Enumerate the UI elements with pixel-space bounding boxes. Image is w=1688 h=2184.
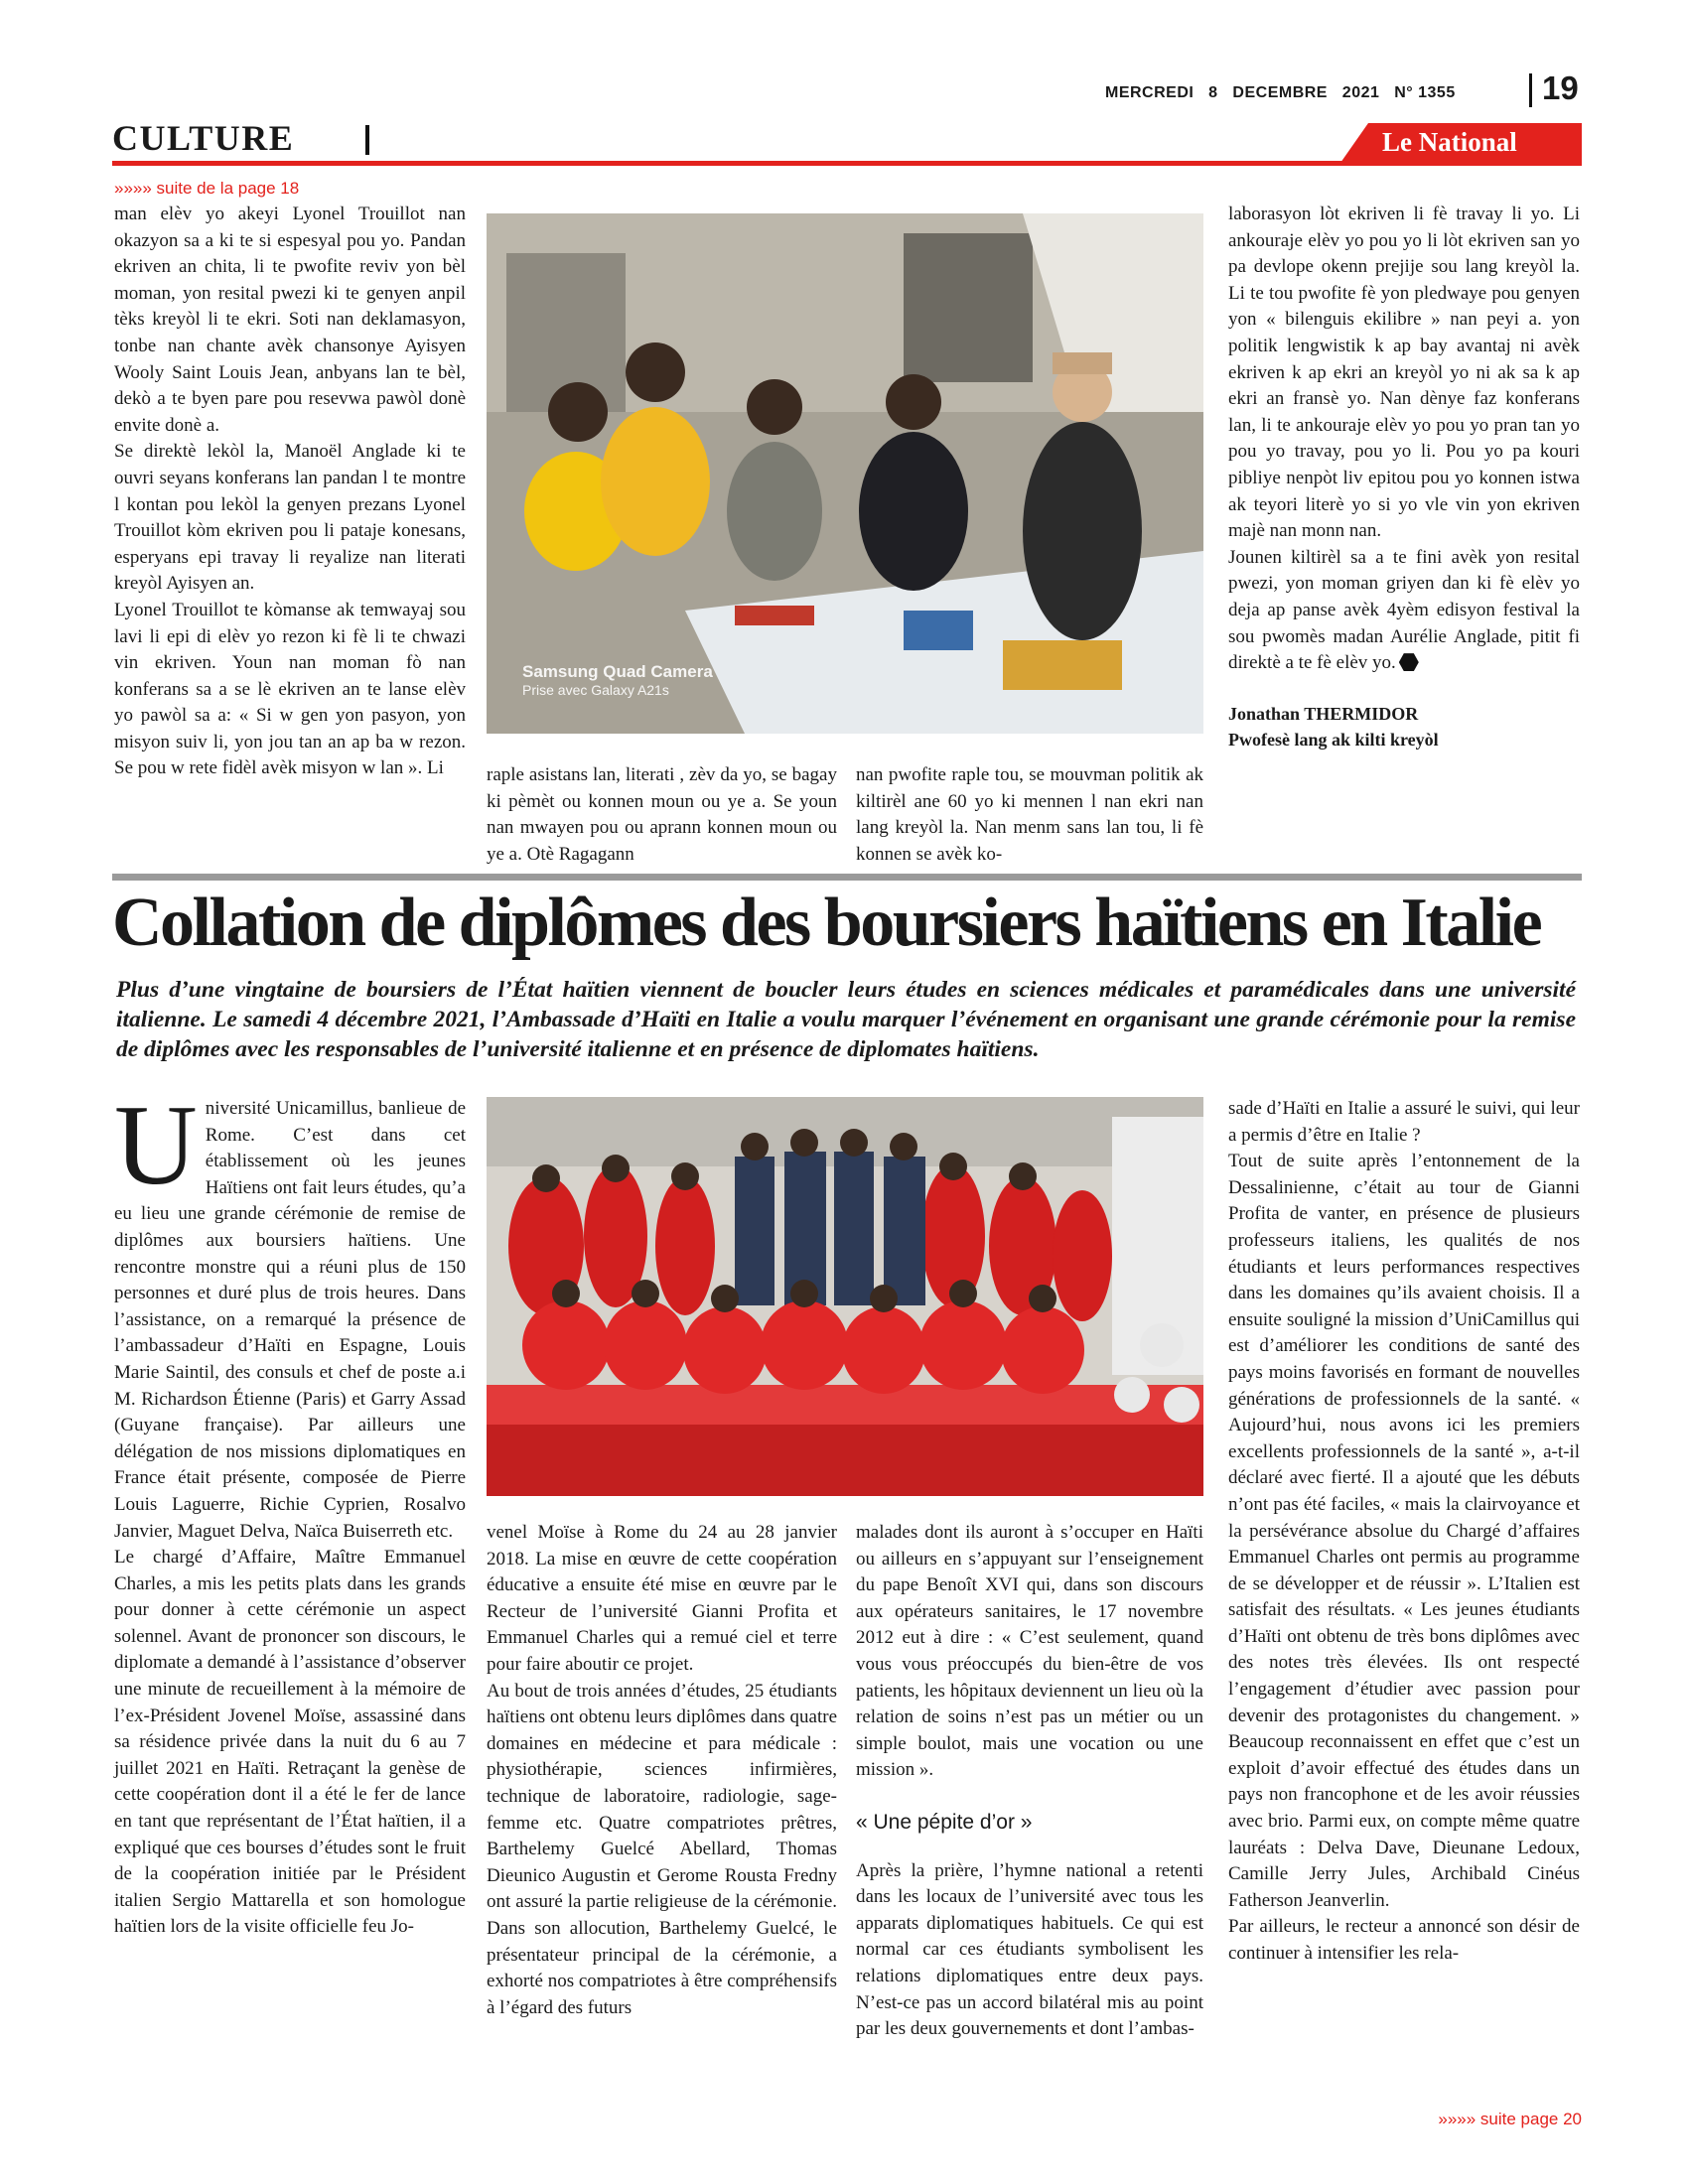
section-title-bar: [365, 125, 369, 155]
section-title: CULTURE: [112, 118, 295, 158]
paragraph: man elèv yo akeyi Lyonel Trouillot nan okazyon sa a ki te si espesyal pou yo. Pandan ekriven an chita, li te pwofite reviv yon bèl moman, yon resital pwezi ki te genyen anpil tèks kreyòl li te ekri. Soti nan deklamasyon, tonbe nan chante avèk chansonye Ayisyen Wooly Saint Louis Jean, anbyans lan te bèl, dekò a te byen pare pou resevwa pawòl donè envite donè a.: [114, 204, 466, 436]
top-article-col1: [114, 202, 466, 782]
headline: Collation de diplômes des boursiers haïtiens en Italie: [112, 885, 1541, 961]
ceremony-group-photo: [487, 213, 1203, 734]
paragraph: [114, 1082, 466, 1545]
main-article-col2: [487, 1520, 837, 2021]
page-number-divider: [1529, 73, 1532, 107]
paragraph: [1228, 545, 1580, 677]
issue-date: MERCREDI 8 DECEMBRE 2021 N° 1355: [1105, 84, 1456, 101]
end-mark-icon: [1399, 653, 1419, 671]
top-article-col2: [487, 762, 837, 868]
paragraph: Lyonel Trouillot te kòmanse ak temwayaj sou lavi li epi di elèv yo rezon ki fè li te chwazi vin ekriven. Youn nan moman fò nan konferans sa a se lè ekriven an te lanse elèv yo pawòl sa a: « Si w gen yon pasyon, yon misyon suiv li, yon jou tan an ap ba w rezon. Se pou w rete fidèl avèk misyon w lan ». Li: [114, 599, 466, 779]
paragraph: Après la prière, l’hymne national a retenti dans les locaux de l’université avec tous les apparats diplomatiques habituels. Ce qui est normal car ces étudiants symbolisent les relations diplomatiques entre deux pays. N’est-ce pas un accord bilatéral mis au point par les deux gouvernements et dont l’ambas-: [856, 1859, 1203, 2040]
deck: Plus d’une vingtaine de boursiers de l’État haïtien viennent de boucler leurs études en sciences médicales et paramédicales dans une université italienne. Le samedi 4 décembre 2021, l’Ambassade d’Haïti en Italie a voulu marquer l’événement en organisant une grande cérémonie pour la remise de diplômes avec les responsables de l’université italienne et en présence de diplomates haïtiens.: [116, 977, 1576, 1062]
paragraph: venel Moïse à Rome du 24 au 28 janvier 2018. La mise en œuvre de cette coopération éducative a ensuite été mise en œuvre par le Recteur de l’université Gianni Profita et Emmanuel Charles qui a remué ciel et terre pour faire aboutir ce projet.: [487, 1522, 837, 1675]
paragraph-text: niversité Unicamillus, banlieue de Rome. C’est dans cet établissement où les jeunes Haïtiens ont fait leurs études, qu’a eu lieu une grande cérémonie de remise de diplômes aux boursiers haïtiens. Une rencontre monstre qui a réuni plus de 150 personnes et duré plus de trois heures. Dans l’assistance, on a remarqué la présence de l’ambassadeur d’Haïti en Espagne, Louis Marie Saintil, des consuls et chef de poste a.i M. Richardson Étienne (Paris) et Garry Assad (Guyane française). Par ailleurs une délégation de nos missions diplomatiques en France était présente, composée de Pierre Louis Laguerre, Richie Cyprien, Rosalvo Janvier, Maguet Delva, Naïca Buiserreth etc.: [114, 1098, 466, 1542]
paragraph: Tout de suite après l’entonnement de la Dessalinienne, c’était au tour de Gianni Profita de vanter, en présence de plusieurs professeurs italiens, les qualités de nos étudiants et leurs performances respectives dans les domaines qu’ils avaient choisis. Il a ensuite souligné la mission d’UniCamillus qui est d’améliorer les conditions de santé des pays moins favorisés en formant de nouvelles générations de professionnels de la santé. « Aujourd’hui, nous avons ici les premiers excellents professionnels de la santé », a-t-il déclaré avec fierté. Il a ajouté que les débuts n’ont pas été faciles, « mais la clairvoyance et la persévérance absolue du Chargé d’affaires Emmanuel Charles ont permis au programme de se développer et de réussir ». L’Italien est satisfait des résultats. « Les jeunes étudiants d’Haïti ont obtenu de très bons diplômes avec des notes très élevées. Ils ont respecté l’engagement d’étudier avec passion pour devenir des protagonistes du changement. » Beaucoup reconnaissent en effet que c’est un exploit d’avoir effectué des études dans un pays non francophone et de les avoir réussies avec brio. Parmi eux, on compte même quatre lauréats : Delva Dave, Dieunane Ledoux, Camille Jerry Jules, Archibald Cinéus Fatherson Jeanverlin.: [1228, 1151, 1580, 1911]
watermark-line: Prise avec Galaxy A21s: [522, 682, 669, 698]
dropcap: U: [114, 1082, 198, 1209]
paragraph: Se direktè lekòl la, Manoël Anglade ki te ouvri seyans konferans lan pandan l te montre l kontan pou lekòl la genyen prezans Lyonel Trouillot kòm ekriven pou li pataje konesans, esperyans epi travay li reyalize nan literati kreyòl Ayisyen an.: [114, 441, 466, 595]
paragraph: laborasyon lòt ekriven li fè travay li yo. Li ankouraje elèv yo pou yo li lòt ekriven san yo pa devlope okenn prejije sou lang kreyòl la. Li te tou pwofite fè yon pledwaye pou genyen yon « bilenguis ekilibre » nan peyi a. yon politik lengwistik k ap bay avantaj ni avèk ekriven k ap ekri an kreyòl yo ni ak sa k ap ekri an fransè yo. Nan dènye faz konferans lan, li te ankouraje elèv yo pou yo pran tan yo pou yo travay, pou yo li. Pou yo pa kouri pibliye nenpòt liv epitou pou yo konnen istwa ak teyori literè yo si yo vle vin yon ekriven majè nan monn nan.: [1228, 204, 1580, 542]
main-article-col4: [1228, 1096, 1580, 1968]
paragraph: Au bout de trois années d’études, 25 étudiants haïtiens ont obtenu leurs diplômes dans quatre domaines en médecine et para médicale : physiothérapie, sciences infirmières, technique de laboratoire, radiologie, sage-femme etc. Quatre compatriotes prêtres, Barthelemy Guelcé Abellard, Thomas Dieunico Augustin et Gerome Rousta Fredny ont assuré la partie religieuse de la cérémonie. Dans son allocution, Barthelemy Guelcé, le présentateur principal de la cérémonie, a exhorté nos compatriotes à être compréhensifs à l’égard des futurs: [487, 1680, 837, 2018]
continued-to: »»»» suite page 20: [1438, 2110, 1582, 2128]
paragraph: Par ailleurs, le recteur a annoncé son désir de continuer à intensifier les rela-: [1228, 1916, 1580, 1964]
graduates-group-photo: [487, 1097, 1203, 1496]
masthead-label: Le National: [1382, 127, 1517, 157]
continued-from: »»»» suite de la page 18: [114, 179, 300, 198]
paragraph: nan pwofite raple tou, se mouvman politik ak kiltirèl ane 60 yo ki mennen l nan ekri nan lang kreyòl la. Nan menm sans lan tou, li fè konnen se avèk ko-: [856, 764, 1203, 865]
paragraph: malades dont ils auront à s’occuper en Haïti ou ailleurs en s’appuyant sur l’enseignement du pape Benoît XVI qui, dans son discours aux opérateurs sanitaires, le 17 novembre 2012 eut à dire : « C’est seulement, quand vous vous préoccupés du bien-être de vos patients, les hôpitaux deviennent un lieu où la relation de soins n’est pas un métier ou un simple boulot, mais une vocation ou une mission ».: [856, 1522, 1203, 1781]
author-role: Pwofesè lang ak kilti kreyòl: [1228, 730, 1439, 751]
top-article-col4: [1228, 202, 1580, 753]
paragraph: Le chargé d’Affaire, Maître Emmanuel Charles, a mis les petits plats dans les grands pour donner à cette cérémonie un aspect solennel. Avant de prononcer son discours, le diplomate a demandé à l’assistance d’observer une minute de recueillement à la mémoire de l’ex-Président Jovenel Moïse, assassiné dans sa résidence privée dans la nuit du 6 au 7 juillet 2021 en Haïti. Retraçant la genèse de cette coopération dont il a été le fer de lance en tant que représentant de l’État haïtien, il a expliqué que ces bourses d’études sont le fruit de la coopération initiée par le Président italien Sergio Mattarella et son homologue haïtien lors de la visite officielle feu Jo-: [114, 1547, 466, 1938]
page-number: 19: [1542, 69, 1579, 106]
watermark-line: Samsung Quad Camera: [522, 662, 713, 681]
subhead: « Une pépite d’or »: [856, 1810, 1033, 1834]
paragraph-text: Jounen kiltirèl sa a te fini avèk yon resital pwezi, yon moman griyen dan ki fè elèv yo deja ap panse avèk 4yèm edisyon festival la sou pwomès madan Aurélie Anglade, pitit fi direktè a te fè elèv yo.: [1228, 546, 1580, 674]
author-name: Jonathan THERMIDOR: [1228, 703, 1419, 724]
paragraph: sade d’Haïti en Italie a assuré le suivi, qui leur a permis d’être en Italie ?: [1228, 1098, 1580, 1146]
main-article-col1: [114, 1082, 466, 1941]
camera-watermark: [522, 662, 713, 698]
paragraph: raple asistans lan, literati , zèv da yo, se bagay ki pèmèt ou konnen moun ou ye a. Se youn nan mwayen pou ou aprann konnen moun ou ye a. Otè Ragagann: [487, 764, 837, 865]
main-article-col3: [856, 1520, 1203, 2043]
header-red-rule: [112, 161, 1582, 166]
article-separator: [112, 874, 1582, 881]
top-article-col3: [856, 762, 1203, 868]
